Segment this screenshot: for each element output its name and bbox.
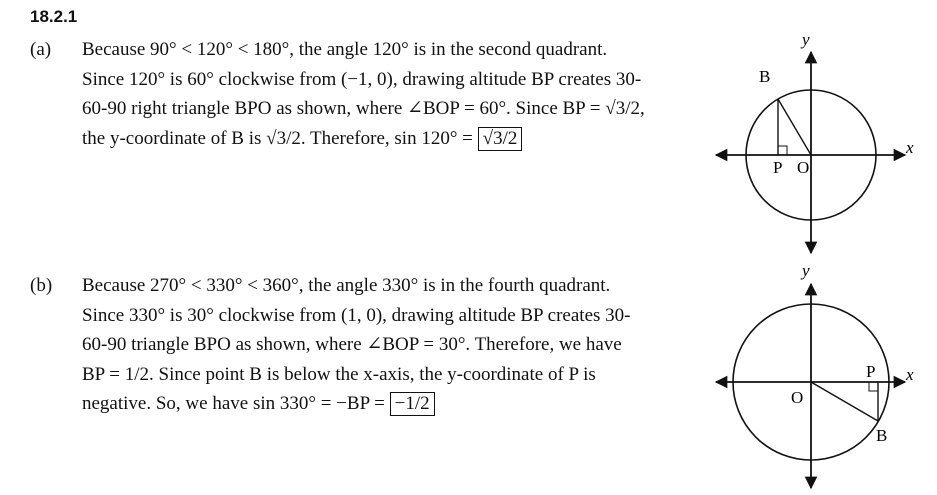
unit-circle-figure-b: [700, 260, 930, 495]
part-b-line-2: Since 330° is 30° clockwise from (1, 0), drawing altitude BP creates 30-: [82, 304, 631, 326]
part-a-text: [82, 35, 645, 153]
label-p-a: P: [773, 158, 783, 177]
part-b-line-5-text: negative. So, we have sin 330° = −BP =: [82, 393, 385, 414]
radius-ob-b: [811, 382, 878, 421]
part-b-line-4: BP = 1/2. Since point B is below the x-axis, the y-coordinate of P is: [82, 363, 596, 385]
part-a-line-3: 60-90 right triangle BPO as shown, where ∠BOP = 60°. Since BP = √3/2,: [82, 98, 645, 119]
unit-circle-figure-a: [700, 25, 930, 260]
label-x-a: x: [906, 138, 914, 157]
label-o-b: O: [791, 388, 804, 407]
part-a-line-2: Since 120° is 60° clockwise from (−1, 0), drawing altitude BP creates 30-: [82, 68, 642, 90]
part-a-answer-box: √3/2: [478, 127, 523, 151]
radius-ob-a: [778, 99, 811, 155]
part-b-line-1: Because 270° < 330° < 360°, the angle 330° is in the fourth quadrant.: [82, 275, 611, 296]
right-angle-marker-b: [869, 382, 878, 391]
part-b-answer-box: −1/2: [390, 392, 435, 416]
part-a-line-1: Because 90° < 120° < 180°, the angle 120° is in the second quadrant.: [82, 39, 608, 60]
part-a-line-4: [82, 124, 645, 154]
right-angle-marker-a: [778, 146, 787, 155]
problem-heading: 18.2.1: [30, 7, 78, 26]
label-y-b: y: [802, 261, 810, 280]
part-a-label: (a): [30, 39, 52, 60]
label-y-a: y: [802, 30, 810, 49]
label-p-b: P: [866, 362, 876, 381]
part-b-line-3: 60-90 triangle BPO as shown, where ∠BOP = 30°. Therefore, we have: [82, 334, 622, 355]
label-o-a: O: [797, 158, 810, 177]
part-b-label: (b): [30, 275, 53, 296]
label-x-b: x: [906, 365, 914, 384]
label-b-a: B: [759, 67, 771, 86]
label-b-b: B: [876, 426, 888, 445]
part-b-text: [82, 271, 630, 419]
part-a-line-4-text: the y-coordinate of B is √3/2. Therefore, sin 120° =: [82, 127, 473, 149]
part-b-line-5: [82, 389, 630, 419]
